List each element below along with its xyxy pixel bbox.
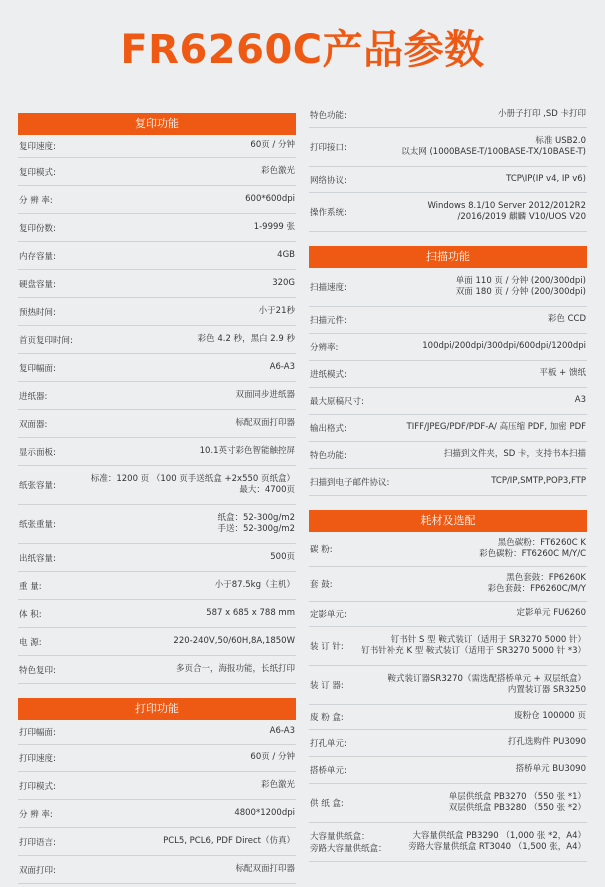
spec-row: [18, 600, 296, 628]
spec-row: [309, 128, 587, 167]
spec-row: [309, 442, 587, 469]
spec-label: 网络协议:: [310, 175, 347, 186]
spec-row: [18, 656, 296, 684]
spec-value: 小于87.5kg（主机）: [214, 579, 295, 590]
print-spec-list: [18, 720, 296, 884]
spec-label: 打印幅面:: [19, 728, 56, 738]
spec-row: [309, 103, 587, 128]
spec-value: 1-9999 张: [253, 221, 295, 232]
spec-row: [309, 627, 587, 666]
spec-row: [18, 628, 296, 656]
spec-label: 双面打印:: [19, 865, 56, 876]
spec-value: 平板 + 馈纸: [539, 368, 586, 379]
spec-label: 碳 粉:: [310, 545, 333, 555]
spec-value: 双面同步进纸器: [235, 389, 295, 400]
spec-value: 小册子打印 ,SD 卡打印: [497, 109, 586, 120]
spec-row: [309, 469, 587, 496]
spec-row: [18, 382, 296, 410]
spec-value: 彩色 CCD: [547, 314, 586, 325]
spec-row: [18, 270, 296, 298]
spec-row: [309, 705, 587, 730]
spec-label: 定影单元:: [310, 610, 347, 620]
spec-label: 分 辨 率:: [19, 809, 53, 820]
spec-row: [309, 784, 587, 823]
spec-label: 扫描速度:: [310, 283, 347, 293]
spec-label: 最大原稿尺寸:: [310, 397, 364, 407]
spec-value: 小于21秒: [258, 305, 295, 316]
spec-row: [309, 388, 587, 415]
spec-row: [18, 135, 296, 158]
page-title: FR6260C产品参数: [120, 27, 485, 73]
spec-value: 60页 / 分钟: [250, 140, 295, 151]
spec-label: 特色功能:: [310, 451, 347, 461]
spec-label: 硬盘容量:: [19, 279, 56, 290]
spec-row: [309, 167, 587, 193]
left-column: [18, 113, 296, 884]
spec-row: [18, 772, 296, 800]
spec-label: 内存容量:: [19, 251, 56, 262]
spec-label: 打印接口:: [310, 143, 347, 153]
spec-row: [309, 361, 587, 388]
spec-value: 黑色碳粉：FT6260C K 彩色碳粉：FT6260C M/Y/C: [479, 537, 586, 559]
copy-spec-list: [18, 135, 296, 684]
spec-value: 500页: [270, 551, 295, 562]
spec-row: [309, 532, 587, 567]
spec-value: TIFF/JPEG/PDF/PDF-A/ 高压缩 PDF, 加密 PDF: [406, 422, 586, 433]
spec-value: 打孔选购件 PU3090: [507, 737, 586, 748]
supplies-spec-list: [309, 532, 587, 862]
spec-label: 特色复印:: [19, 665, 56, 676]
spec-value: 标准：1200 页 （100 页手送纸盒 +2x550 页纸盒） 最大：4700页: [90, 473, 295, 495]
spec-row: [309, 757, 587, 784]
spec-label: 打孔单元:: [310, 739, 347, 749]
spec-row: [18, 856, 296, 884]
spec-value: 100dpi/200dpi/300dpi/600dpi/1200dpi: [422, 341, 586, 352]
spec-label: 复印模式:: [19, 167, 56, 178]
spec-row: [309, 193, 587, 232]
spec-label: 双面器:: [19, 419, 48, 430]
spec-value: TCP\IP(IP v4, IP v6): [506, 173, 586, 184]
spec-label: 大容量供纸盒： 旁路大容量供纸盒：: [310, 832, 387, 854]
spec-label: 纸张容量:: [19, 481, 56, 491]
spec-label: 扫描到电子邮件协议:: [310, 478, 390, 488]
spec-row: [18, 800, 296, 828]
spec-label: 复印幅面:: [19, 363, 56, 374]
spec-value: 单面 110 页 / 分钟 (200/300dpi) 双面 180 页 / 分钟 (200/300dpi): [455, 275, 586, 297]
spec-label: 打印模式:: [19, 781, 56, 792]
spec-row: [18, 214, 296, 242]
spec-value: 220-240V,50/60H,8A,1850W: [173, 635, 295, 646]
spec-value: 钉书针 S 型 鞍式装订（适用于 SR3270 5000 针） 钉书针补充 K 型 鞍式装订（适用于 SR3270 5000 针 *3）: [361, 634, 586, 656]
right-column: [309, 109, 587, 862]
spec-value: 587 x 685 x 788 mm: [206, 607, 295, 618]
spec-label: 进纸器:: [19, 391, 48, 402]
spec-label: 装 订 器:: [310, 681, 344, 691]
spec-value: 标配双面打印器: [235, 417, 295, 428]
spec-label: 操作系统:: [310, 208, 347, 218]
spec-row: [18, 326, 296, 354]
spec-row: [309, 823, 587, 862]
spec-label: 体 积:: [19, 609, 42, 620]
spec-label: 预热时间:: [19, 307, 56, 318]
supplies-section-header: 耗材及选配: [309, 510, 587, 532]
spec-value: A6-A3: [269, 726, 295, 737]
spec-value: PCL5, PCL6, PDF Direct（仿真）: [163, 835, 295, 846]
spec-label: 特色功能:: [310, 111, 347, 121]
spec-label: 显示面板:: [19, 447, 56, 458]
spec-row: [309, 567, 587, 602]
spec-value: 600*600dpi: [245, 193, 295, 204]
general-spec-list: [309, 103, 587, 232]
spec-row: [309, 602, 587, 627]
scan-section-header: 扫描功能: [309, 246, 587, 268]
copy-section-header: 复印功能: [18, 113, 296, 135]
spec-label: 输出格式:: [310, 424, 347, 434]
spec-row: [309, 307, 587, 334]
scan-spec-list: [309, 268, 587, 496]
spec-row: [309, 334, 587, 361]
spec-row: [309, 268, 587, 307]
spec-label: 废 粉 盒:: [310, 713, 344, 723]
spec-value: 废粉仓 100000 页: [514, 711, 586, 722]
spec-value: 搭桥单元 BU3090: [515, 764, 586, 775]
spec-value: 彩色 4.2 秒，黑白 2.9 秒: [197, 333, 295, 344]
spec-row: [309, 730, 587, 757]
spec-row: [18, 544, 296, 572]
spec-row: [18, 158, 296, 186]
spec-row: [18, 720, 296, 745]
spec-value: 彩色激光: [260, 165, 295, 176]
spec-value: 多页合一，海报功能，长纸打印: [175, 663, 295, 674]
spec-value: A3: [574, 395, 586, 406]
spec-value: Windows 8.1/10 Server 2012/2012R2 /2016/2019 麒麟 V10/UOS V20: [427, 200, 586, 222]
spec-label: 搭桥单元:: [310, 766, 347, 776]
spec-value: 4800*1200dpi: [234, 807, 295, 818]
spec-value: 10.1英寸彩色智能触控屏: [199, 445, 295, 456]
spec-row: [18, 410, 296, 438]
spec-row: [309, 415, 587, 442]
spec-label: 复印速度:: [19, 142, 56, 152]
spec-value: 单层供纸盒 PB3270 （550 张 *1） 双层供纸盒 PB3280 （550 张 *2）: [448, 791, 586, 813]
spec-label: 装 订 针:: [310, 642, 344, 652]
spec-label: 复印份数:: [19, 223, 56, 234]
spec-label: 打印语言:: [19, 837, 56, 848]
spec-label: 套 鼓:: [310, 580, 333, 590]
spec-value: 标配双面打印器: [235, 863, 295, 874]
spec-label: 出纸容量:: [19, 553, 56, 564]
spec-row: [18, 298, 296, 326]
spec-label: 打印速度:: [19, 754, 56, 764]
spec-value: 60页 / 分钟: [250, 752, 295, 763]
spec-label: 纸张重量:: [19, 520, 56, 530]
spec-value: 320G: [272, 277, 295, 288]
spec-label: 扫描元件:: [310, 316, 347, 326]
spec-value: 纸盒：52-300g/m2 手送：52-300g/m2: [217, 512, 295, 534]
spec-value: A6-A3: [269, 361, 295, 372]
spec-row: [18, 828, 296, 856]
spec-label: 供 纸 盒:: [310, 799, 344, 809]
spec-row: [18, 466, 296, 505]
spec-label: 重 量:: [19, 581, 42, 592]
spec-value: 定影单元 FU6260: [516, 608, 586, 619]
spec-value: TCP/IP,SMTP,POP3,FTP: [491, 476, 586, 487]
spec-value: 黑色套鼓：FP6260K 彩色套鼓：FP6260C/M/Y: [487, 572, 586, 594]
spec-value: 标准 USB2.0 以太网 (1000BASE-T/100BASE-TX/10BASE-T): [401, 135, 586, 157]
spec-row: [18, 186, 296, 214]
spec-row: [18, 572, 296, 600]
spec-row: [18, 242, 296, 270]
spec-label: 分辨率:: [310, 343, 339, 353]
spec-label: 电 源:: [19, 637, 42, 648]
print-section-header: 打印功能: [18, 698, 296, 720]
spec-label: 分 辨 率:: [19, 195, 53, 206]
spec-row: [18, 745, 296, 772]
spec-row: [309, 666, 587, 705]
spec-value: 大容量供纸盒 PB3290 （1,000 张 *2，A4） 旁路大容量供纸盒 RT3040 （1,500 张，A4）: [408, 830, 586, 852]
spec-value: 扫描到文件夹，SD 卡，支持书本扫描: [443, 449, 586, 460]
spec-row: [18, 354, 296, 382]
spec-row: [18, 505, 296, 544]
spec-row: [18, 438, 296, 466]
spec-label: 首页复印时间:: [19, 335, 73, 346]
spec-value: 4GB: [277, 249, 295, 260]
spec-label: 进纸模式:: [310, 370, 347, 380]
spec-value: 鞍式装订器SR3270（需选配搭桥单元 + 双层纸盒） 内置装订器 SR3250: [387, 673, 586, 695]
spec-value: 彩色激光: [260, 779, 295, 790]
